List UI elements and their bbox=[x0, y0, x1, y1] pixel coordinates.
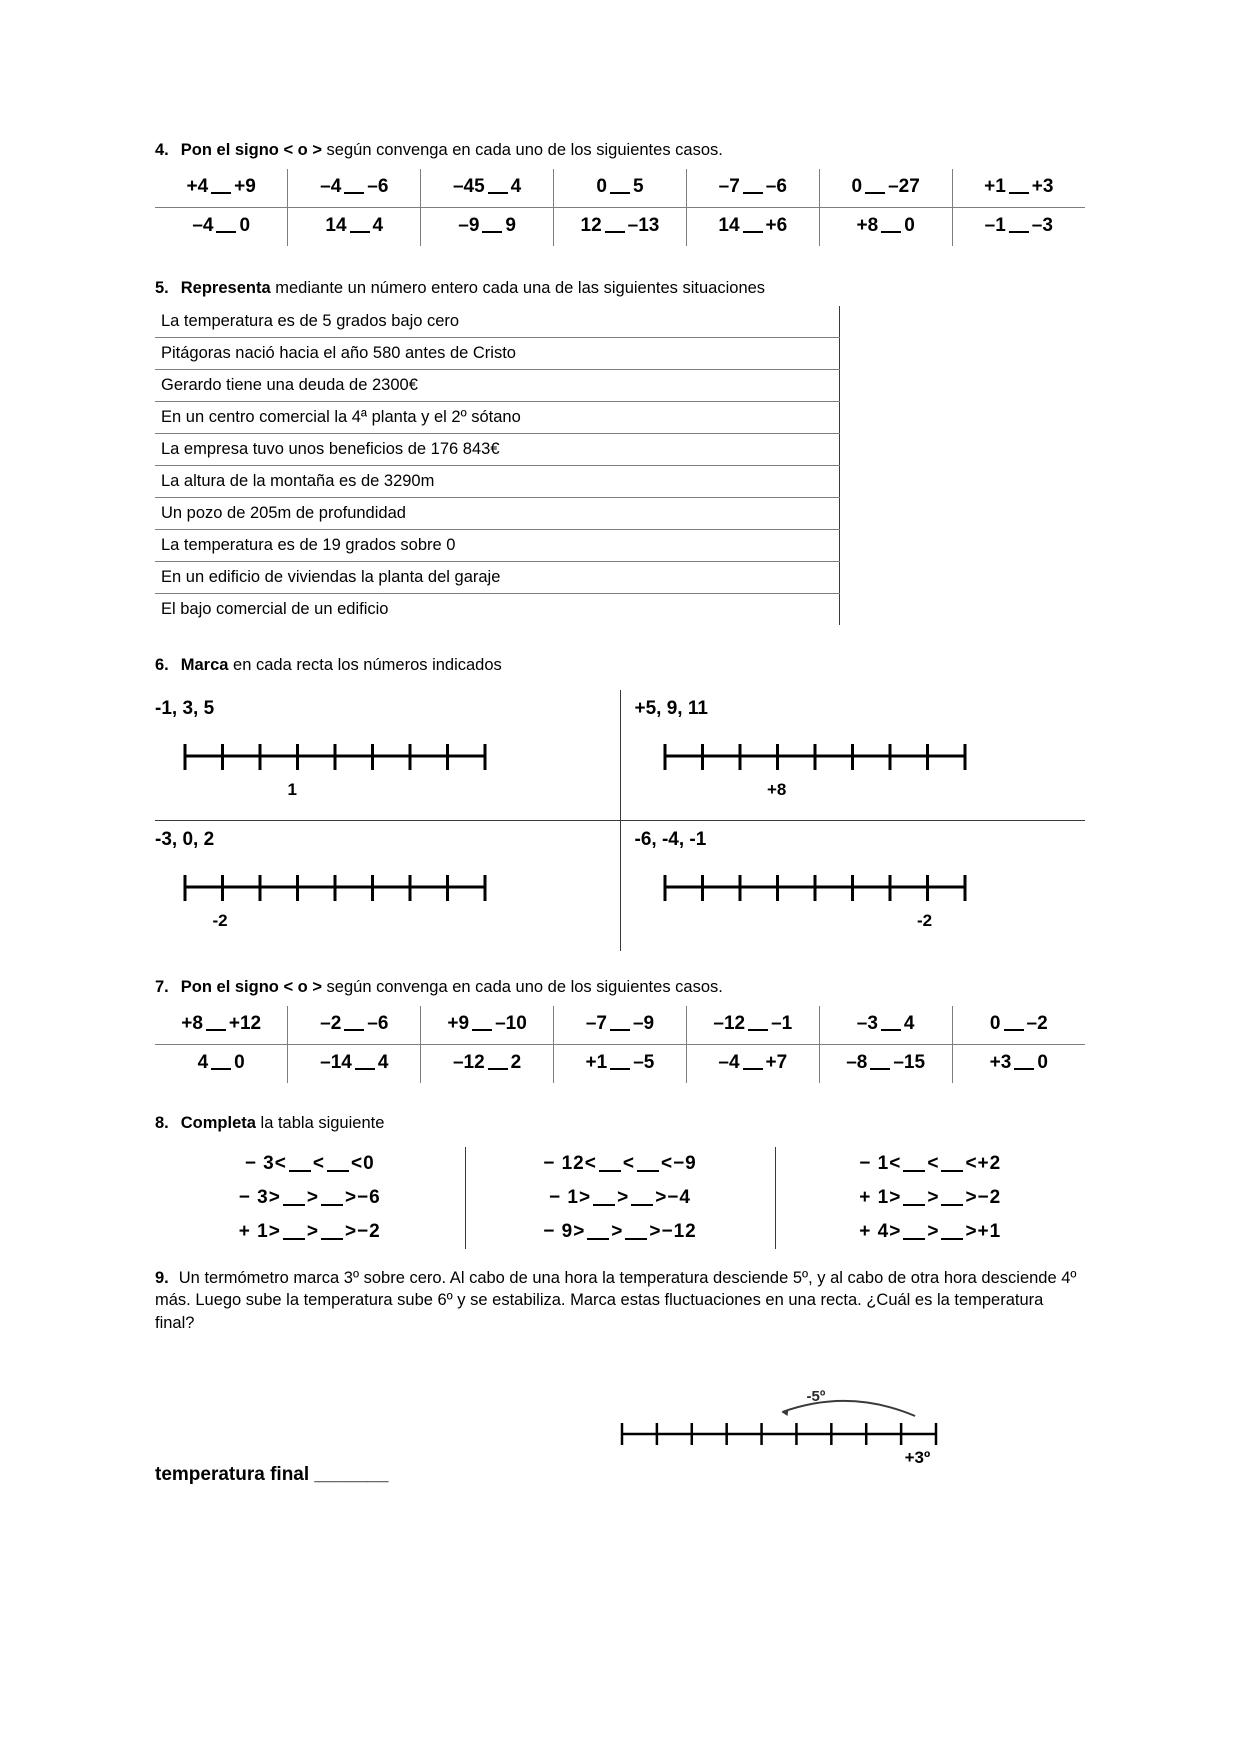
inequality-operator: > bbox=[965, 1221, 978, 1243]
exercise-8-heading bbox=[155, 1113, 1085, 1134]
right-operand: –5 bbox=[633, 1051, 655, 1073]
left-operand: –12 bbox=[452, 1051, 485, 1073]
inequality-operator: > bbox=[573, 1221, 586, 1243]
exercise-4-heading bbox=[155, 140, 1085, 161]
situation-answer-cell[interactable] bbox=[840, 466, 1086, 498]
inequality-operator: > bbox=[306, 1221, 319, 1243]
table-row bbox=[155, 594, 1085, 626]
situation-answer-cell[interactable] bbox=[840, 434, 1086, 466]
exercise-7-heading bbox=[155, 977, 1085, 998]
right-operand: 4 bbox=[372, 214, 384, 236]
exercise-5-lead: Representa bbox=[180, 278, 271, 297]
table-row bbox=[155, 498, 1085, 530]
left-operand: +1 bbox=[984, 175, 1006, 197]
sign-blank[interactable] bbox=[211, 192, 231, 194]
inequality-end: +2 bbox=[977, 1153, 1002, 1175]
left-operand: –9 bbox=[458, 214, 480, 236]
numberline-cell-0 bbox=[155, 690, 620, 821]
inequality-blank[interactable] bbox=[321, 1238, 343, 1240]
inequality-start: − 3 bbox=[238, 1187, 269, 1209]
situation-text: Pitágoras nació hacia el año 580 antes de Cristo bbox=[155, 338, 840, 370]
thermometer-numberline-diagram bbox=[610, 1362, 960, 1512]
inequality-operator: < bbox=[622, 1153, 635, 1175]
exercise-8-table bbox=[155, 1147, 1085, 1249]
comparison-cell[interactable] bbox=[554, 169, 687, 208]
table-row bbox=[155, 1006, 1085, 1045]
exercise-9-heading bbox=[155, 1267, 1085, 1334]
left-operand: +9 bbox=[447, 1012, 470, 1034]
right-operand: 9 bbox=[505, 214, 516, 236]
inequality-end: −9 bbox=[673, 1153, 697, 1175]
comparison-cell[interactable] bbox=[288, 1006, 421, 1045]
right-operand: –15 bbox=[893, 1051, 926, 1073]
sign-blank[interactable] bbox=[1009, 231, 1029, 233]
numberline-wrapper[interactable] bbox=[155, 867, 606, 945]
sign-blank[interactable] bbox=[743, 1068, 763, 1070]
right-operand: –10 bbox=[495, 1012, 527, 1034]
sign-blank[interactable] bbox=[610, 1068, 630, 1070]
situation-answer-cell[interactable] bbox=[840, 594, 1086, 626]
left-operand: 14 bbox=[325, 214, 347, 236]
comparison-cell[interactable] bbox=[819, 169, 952, 208]
inequality-operator: > bbox=[268, 1221, 281, 1243]
left-operand: +1 bbox=[585, 1051, 608, 1073]
left-operand: +3 bbox=[989, 1051, 1012, 1073]
numberline-row bbox=[155, 690, 1085, 821]
left-operand: –4 bbox=[320, 175, 342, 197]
sign-blank[interactable] bbox=[881, 231, 901, 233]
comparison-cell[interactable] bbox=[554, 1044, 687, 1083]
inequality-cell[interactable] bbox=[465, 1181, 775, 1215]
sign-blank[interactable] bbox=[1009, 192, 1029, 194]
numberline-cell-3 bbox=[620, 820, 1085, 951]
inequality-end: +1 bbox=[977, 1221, 1002, 1243]
inequality-end: −6 bbox=[357, 1187, 381, 1209]
comparison-cell[interactable] bbox=[554, 207, 687, 246]
inequality-blank[interactable] bbox=[625, 1238, 647, 1240]
left-operand: –4 bbox=[718, 1051, 740, 1073]
situation-answer-cell[interactable] bbox=[840, 306, 1086, 338]
inequality-blank[interactable] bbox=[903, 1238, 925, 1240]
table-row bbox=[155, 434, 1085, 466]
numberline-title: -6, -4, -1 bbox=[634, 828, 707, 850]
inequality-start: − 9 bbox=[543, 1221, 574, 1243]
numberline-mark-label: +8 bbox=[767, 779, 787, 799]
left-operand: 0 bbox=[596, 175, 607, 197]
inequality-cell[interactable] bbox=[775, 1181, 1085, 1215]
inequality-cell[interactable] bbox=[465, 1147, 775, 1181]
inequality-blank[interactable] bbox=[283, 1204, 305, 1206]
inequality-start: − 1 bbox=[859, 1153, 890, 1175]
sign-blank[interactable] bbox=[610, 1029, 630, 1031]
comparison-cell[interactable] bbox=[421, 169, 554, 208]
situation-text: Un pozo de 205m de profundidad bbox=[155, 498, 840, 530]
inequality-operator: < bbox=[584, 1153, 597, 1175]
numberline-mark-label: -2 bbox=[917, 910, 933, 930]
inequality-end: 0 bbox=[363, 1153, 375, 1175]
right-operand: 4 bbox=[510, 175, 522, 197]
inequality-operator: > bbox=[268, 1187, 281, 1209]
inequality-operator: > bbox=[927, 1221, 940, 1243]
inequality-start: + 1 bbox=[859, 1187, 890, 1209]
sign-blank[interactable] bbox=[488, 192, 508, 194]
left-operand: –1 bbox=[984, 214, 1006, 236]
thermometer-arc-label: -5º bbox=[806, 1387, 826, 1405]
numberline-title: -3, 0, 2 bbox=[155, 828, 215, 850]
comparison-cell[interactable] bbox=[819, 1044, 952, 1083]
numberline-cell-1 bbox=[620, 690, 1085, 821]
inequality-blank[interactable] bbox=[903, 1204, 925, 1206]
exercise-5-heading bbox=[155, 278, 1085, 299]
inequality-cell[interactable] bbox=[775, 1147, 1085, 1181]
sign-blank[interactable] bbox=[482, 231, 502, 233]
table-row bbox=[155, 1215, 1085, 1249]
left-operand: 0 bbox=[851, 175, 863, 197]
table-row bbox=[155, 530, 1085, 562]
right-operand: –6 bbox=[367, 1012, 389, 1034]
numberline-wrapper[interactable] bbox=[155, 736, 606, 814]
right-operand: 5 bbox=[632, 175, 644, 197]
inequality-blank[interactable] bbox=[631, 1204, 653, 1206]
situation-answer-cell[interactable] bbox=[840, 530, 1086, 562]
table-row bbox=[155, 169, 1085, 208]
right-operand: –6 bbox=[765, 175, 787, 197]
inequality-blank[interactable] bbox=[321, 1204, 343, 1206]
numberline-mark-label: 1 bbox=[287, 779, 297, 799]
sign-blank[interactable] bbox=[865, 192, 885, 194]
situation-text: La empresa tuvo unos beneficios de 176 843€ bbox=[155, 434, 840, 466]
inequality-blank[interactable] bbox=[283, 1238, 305, 1240]
right-operand: 0 bbox=[234, 1051, 245, 1073]
exercise-4-table bbox=[155, 169, 1085, 246]
sign-blank[interactable] bbox=[743, 231, 763, 233]
inequality-operator: < bbox=[350, 1153, 364, 1175]
inequality-start: − 1 bbox=[549, 1187, 579, 1209]
right-operand: –9 bbox=[632, 1012, 655, 1034]
numberline-svg bbox=[635, 736, 1015, 782]
exercise-7-body bbox=[155, 1006, 1085, 1083]
exercise-9-answer-area bbox=[155, 1352, 1085, 1522]
exercise-4-body bbox=[155, 169, 1085, 246]
table-row bbox=[155, 402, 1085, 434]
right-operand: –1 bbox=[771, 1012, 793, 1034]
comparison-cell[interactable] bbox=[952, 169, 1085, 208]
inequality-operator: > bbox=[344, 1187, 358, 1209]
comparison-cell[interactable] bbox=[952, 207, 1085, 246]
exercise-8-lead: Completa bbox=[180, 1113, 256, 1132]
inequality-operator: > bbox=[344, 1221, 358, 1243]
left-operand: –7 bbox=[718, 175, 740, 197]
right-operand: +3 bbox=[1031, 175, 1054, 197]
inequality-operator: > bbox=[306, 1187, 319, 1209]
exercise-6-number: 6. bbox=[155, 656, 169, 675]
situation-answer-cell[interactable] bbox=[840, 402, 1086, 434]
sign-blank[interactable] bbox=[870, 1068, 890, 1070]
inequality-operator: < bbox=[927, 1153, 940, 1175]
inequality-operator: > bbox=[617, 1187, 630, 1209]
comparison-cell[interactable] bbox=[819, 207, 952, 246]
right-operand: –6 bbox=[367, 175, 389, 197]
sign-blank[interactable] bbox=[211, 1068, 231, 1070]
inequality-blank[interactable] bbox=[637, 1170, 659, 1172]
comparison-cell[interactable] bbox=[952, 1006, 1085, 1045]
right-operand: 0 bbox=[1037, 1051, 1048, 1073]
exercise-8-number: 8. bbox=[155, 1113, 169, 1132]
numberline-wrapper[interactable] bbox=[635, 736, 1086, 814]
comparison-cell[interactable] bbox=[554, 1006, 687, 1045]
inequality-start: + 4 bbox=[859, 1221, 890, 1243]
exercise-4-number: 4. bbox=[155, 141, 169, 159]
situation-text: En un centro comercial la 4ª planta y el 2º sótano bbox=[155, 402, 840, 434]
right-operand: +12 bbox=[228, 1012, 262, 1034]
inequality-operator: < bbox=[274, 1153, 287, 1175]
inequality-operator: < bbox=[889, 1153, 902, 1175]
left-operand: 14 bbox=[718, 214, 740, 236]
sign-blank[interactable] bbox=[216, 231, 236, 233]
right-operand: –3 bbox=[1031, 214, 1053, 236]
sign-blank[interactable] bbox=[1014, 1068, 1034, 1070]
exercise-6-lead: Marca bbox=[180, 656, 229, 675]
right-operand: +6 bbox=[765, 214, 788, 236]
inequality-cell[interactable] bbox=[155, 1181, 465, 1215]
inequality-blank[interactable] bbox=[593, 1204, 615, 1206]
left-operand: 0 bbox=[989, 1012, 1001, 1034]
inequality-end: −4 bbox=[667, 1187, 691, 1209]
left-operand: 4 bbox=[197, 1051, 209, 1073]
numberline-cell-2 bbox=[155, 820, 620, 951]
numberline-mark-label: -2 bbox=[212, 910, 228, 930]
sign-blank[interactable] bbox=[488, 1068, 508, 1070]
exercise-7-number: 7. bbox=[155, 977, 169, 996]
comparison-cell[interactable] bbox=[155, 169, 288, 208]
inequality-operator: < bbox=[660, 1153, 674, 1175]
table-row bbox=[155, 1181, 1085, 1215]
inequality-cell[interactable] bbox=[155, 1147, 465, 1181]
table-row bbox=[155, 306, 1085, 338]
situation-text: El bajo comercial de un edificio bbox=[161, 600, 389, 619]
inequality-end: −2 bbox=[357, 1221, 381, 1243]
comparison-cell[interactable] bbox=[686, 1044, 819, 1083]
situation-text: La temperatura es de 19 grados sobre 0 bbox=[155, 530, 840, 562]
exercise-9-text: Un termómetro marca 3º sobre cero. Al cabo de una hora la temperatura desciende 5º, y al cabo de otra hora desciende 4º más. Luego sube la temperatura sube 6º y se estabiliza. Marca estas fluctuaciones en una recta. ¿Cuál es la temperatura final? bbox=[155, 1269, 1077, 1332]
inequality-cell[interactable] bbox=[155, 1215, 465, 1249]
inequality-operator: > bbox=[611, 1221, 624, 1243]
sign-blank[interactable] bbox=[743, 192, 763, 194]
comparison-cell[interactable] bbox=[952, 1044, 1085, 1083]
exercise-6-numberline-grid bbox=[155, 690, 1085, 951]
exercise-9-number: 9. bbox=[155, 1269, 169, 1288]
exercise-4-lead: Pon el signo < o > bbox=[180, 141, 322, 159]
comparison-cell[interactable] bbox=[155, 1044, 288, 1083]
comparison-cell[interactable] bbox=[686, 169, 819, 208]
comparison-cell[interactable] bbox=[421, 1044, 554, 1083]
inequality-operator: > bbox=[889, 1187, 902, 1209]
comparison-cell[interactable] bbox=[421, 207, 554, 246]
comparison-cell[interactable] bbox=[819, 1006, 952, 1045]
left-operand: +8 bbox=[181, 1012, 203, 1034]
inequality-operator: < bbox=[965, 1153, 978, 1175]
inequality-cell[interactable] bbox=[465, 1215, 775, 1249]
sign-blank[interactable] bbox=[344, 1029, 364, 1031]
table-row bbox=[155, 207, 1085, 246]
numberline-svg bbox=[155, 867, 535, 913]
sign-blank[interactable] bbox=[1004, 1029, 1024, 1031]
situation-text: Gerardo tiene una deuda de 2300€ bbox=[155, 370, 840, 402]
left-operand: –8 bbox=[846, 1051, 868, 1073]
numberline-title: -1, 3, 5 bbox=[155, 697, 215, 719]
inequality-blank[interactable] bbox=[903, 1170, 925, 1172]
exercise-7-lead: Pon el signo < o > bbox=[180, 977, 322, 996]
table-row bbox=[155, 338, 1085, 370]
left-operand: –4 bbox=[192, 214, 214, 236]
comparison-cell[interactable] bbox=[686, 207, 819, 246]
inequality-start: − 3 bbox=[244, 1153, 275, 1175]
left-operand: –3 bbox=[856, 1012, 878, 1034]
inequality-cell[interactable] bbox=[775, 1215, 1085, 1249]
inequality-operator: > bbox=[578, 1187, 592, 1209]
table-row bbox=[155, 1147, 1085, 1181]
exercise-5-body bbox=[155, 306, 1085, 625]
inequality-operator: < bbox=[312, 1153, 325, 1175]
right-operand: –13 bbox=[627, 214, 660, 236]
left-operand: –12 bbox=[713, 1012, 746, 1034]
numberline-svg bbox=[155, 736, 535, 782]
comparison-cell[interactable] bbox=[155, 1006, 288, 1045]
numberline-row bbox=[155, 820, 1085, 951]
situation-answer-cell[interactable] bbox=[840, 498, 1086, 530]
sign-blank[interactable] bbox=[605, 231, 625, 233]
comparison-cell[interactable] bbox=[288, 1044, 421, 1083]
exercise-5-table bbox=[155, 306, 1085, 625]
inequality-blank[interactable] bbox=[941, 1238, 963, 1240]
comparison-cell[interactable] bbox=[288, 169, 421, 208]
inequality-end: −12 bbox=[661, 1221, 697, 1243]
right-operand: 2 bbox=[510, 1051, 522, 1073]
table-row bbox=[155, 1044, 1085, 1083]
left-operand: –7 bbox=[585, 1012, 607, 1034]
comparison-cell[interactable] bbox=[421, 1006, 554, 1045]
temperatura-final-label: temperatura final _______ bbox=[155, 1463, 389, 1485]
inequality-blank[interactable] bbox=[599, 1170, 621, 1172]
left-operand: –14 bbox=[320, 1051, 352, 1073]
exercise-7-rest: según convenga en cada uno de los siguientes casos. bbox=[321, 977, 723, 996]
right-operand: 0 bbox=[904, 214, 915, 236]
situation-text: La altura de la montaña es de 3290m bbox=[155, 466, 840, 498]
right-operand: –27 bbox=[888, 175, 920, 197]
comparison-cell[interactable] bbox=[686, 1006, 819, 1045]
comparison-cell[interactable] bbox=[288, 207, 421, 246]
left-operand: +8 bbox=[856, 214, 879, 236]
sign-blank[interactable] bbox=[344, 192, 364, 194]
thermometer-point-label: +3º bbox=[904, 1447, 931, 1467]
inequality-blank[interactable] bbox=[289, 1170, 311, 1172]
sign-blank[interactable] bbox=[748, 1029, 768, 1031]
comparison-cell[interactable] bbox=[155, 207, 288, 246]
situation-answer-cell[interactable] bbox=[840, 370, 1086, 402]
table-row bbox=[155, 466, 1085, 498]
sign-blank[interactable] bbox=[881, 1029, 901, 1031]
inequality-blank[interactable] bbox=[587, 1238, 609, 1240]
right-operand: –2 bbox=[1026, 1012, 1048, 1034]
situation-answer-cell[interactable] bbox=[840, 562, 1086, 594]
exercise-6-heading bbox=[155, 655, 1085, 676]
situation-answer-cell[interactable] bbox=[840, 338, 1086, 370]
inequality-operator: > bbox=[927, 1187, 940, 1209]
inequality-operator: > bbox=[889, 1221, 902, 1243]
exercise-7-table bbox=[155, 1006, 1085, 1083]
exercise-6-rest: en cada recta los números indicados bbox=[228, 656, 502, 675]
inequality-blank[interactable] bbox=[327, 1170, 349, 1172]
table-row bbox=[155, 370, 1085, 402]
situation-text: En un edificio de viviendas la planta del garaje bbox=[155, 562, 840, 594]
numberline-wrapper[interactable] bbox=[635, 867, 1086, 945]
inequality-start: + 1 bbox=[238, 1221, 269, 1243]
sign-blank[interactable] bbox=[206, 1029, 226, 1031]
numberline-svg bbox=[635, 867, 1015, 913]
left-operand: –45 bbox=[452, 175, 485, 197]
inequality-operator: > bbox=[655, 1187, 668, 1209]
numberline-grid-body bbox=[155, 690, 1085, 951]
exercise-8-body bbox=[155, 1147, 1085, 1249]
right-operand: +7 bbox=[765, 1051, 788, 1073]
right-operand: 4 bbox=[377, 1051, 389, 1073]
inequality-blank[interactable] bbox=[941, 1170, 963, 1172]
sign-blank[interactable] bbox=[355, 1068, 375, 1070]
sign-blank[interactable] bbox=[350, 231, 370, 233]
inequality-end: −2 bbox=[977, 1187, 1002, 1209]
situation-text: La temperatura es de 5 grados bajo cero bbox=[155, 306, 840, 338]
inequality-operator: > bbox=[965, 1187, 978, 1209]
right-operand: +9 bbox=[234, 175, 256, 197]
right-operand: 0 bbox=[239, 214, 251, 236]
inequality-blank[interactable] bbox=[941, 1204, 963, 1206]
page-content bbox=[155, 140, 1085, 1522]
sign-blank[interactable] bbox=[472, 1029, 492, 1031]
sign-blank[interactable] bbox=[610, 192, 630, 194]
left-operand: –2 bbox=[320, 1012, 342, 1034]
exercise-5-rest: mediante un número entero cada una de las siguientes situaciones bbox=[270, 278, 766, 297]
left-operand: 12 bbox=[580, 214, 602, 236]
right-operand: 4 bbox=[903, 1012, 915, 1034]
exercise-5-number: 5. bbox=[155, 278, 169, 297]
exercise-8-rest: la tabla siguiente bbox=[255, 1113, 385, 1132]
left-operand: +4 bbox=[186, 175, 209, 197]
inequality-start: − 12 bbox=[543, 1153, 585, 1175]
table-row bbox=[155, 562, 1085, 594]
exercise-4-rest: según convenga en cada uno de los siguientes casos. bbox=[321, 141, 723, 159]
numberline-title: +5, 9, 11 bbox=[634, 697, 708, 719]
inequality-operator: > bbox=[649, 1221, 662, 1243]
